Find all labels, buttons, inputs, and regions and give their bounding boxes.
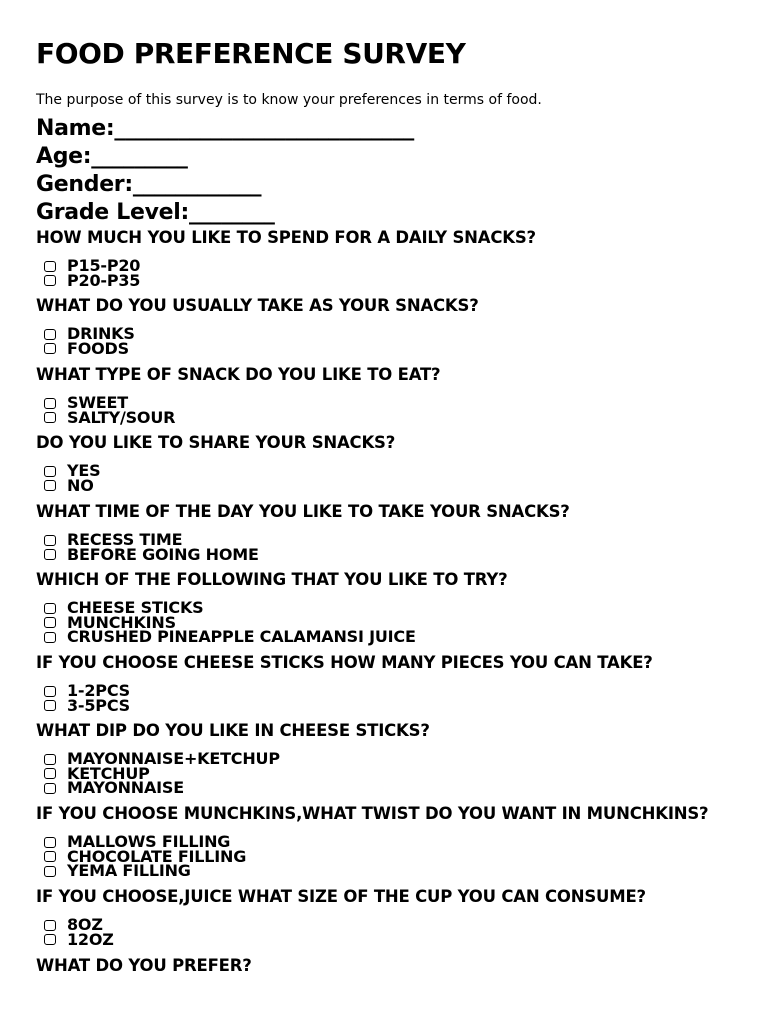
checkbox[interactable] [44,261,56,272]
option-label: BEFORE GOING HOME [67,544,259,564]
option-label: YEMA FILLING [67,861,191,881]
option-item[interactable] [44,627,416,647]
question-text: WHAT DO YOU PREFER? [36,956,252,975]
checkbox[interactable] [44,617,56,628]
checkbox[interactable] [44,783,56,794]
option-label: 8OZ [67,915,103,934]
checkbox[interactable] [44,329,56,340]
option-label: P15-P20 [67,256,141,275]
option-item[interactable] [44,544,259,564]
option-item[interactable] [44,861,246,881]
checkbox[interactable] [44,837,56,848]
option-group [44,915,114,949]
option-label: CHOCOLATE FILLING [67,846,247,866]
option-label: CRUSHED PINEAPPLE CALAMANSI JUICE [67,627,416,647]
option-label: 12OZ [67,929,114,949]
option-label: NO [67,475,94,495]
option-group [44,832,247,881]
option-item[interactable] [44,778,280,798]
checkbox[interactable] [44,934,56,945]
question-text: IF YOU CHOOSE CHEESE STICKS HOW MANY PIECES YOU CAN TAKE? [36,653,653,672]
option-group [44,530,259,564]
question-text: WHAT TIME OF THE DAY YOU LIKE TO TAKE YOUR SNACKS? [36,502,570,521]
checkbox[interactable] [44,754,56,765]
checkbox[interactable] [44,549,56,560]
option-label: FOODS [67,338,129,358]
question-text: WHAT DO YOU USUALLY TAKE AS YOUR SNACKS? [36,296,479,315]
checkbox[interactable] [44,851,56,862]
option-group [44,256,141,290]
option-label: YES [67,461,101,480]
question-text: IF YOU CHOOSE,JUICE WHAT SIZE OF THE CUP YOU CAN CONSUME? [36,887,646,906]
option-group [44,681,130,715]
option-group [44,749,280,798]
checkbox[interactable] [44,480,56,491]
checkbox[interactable] [44,920,56,931]
option-group [44,598,416,647]
respondent-fields [36,115,414,227]
option-group [44,393,176,427]
option-item[interactable] [44,338,135,358]
age-field[interactable]: Age:_________ [36,144,188,169]
option-item[interactable] [44,475,100,495]
question-text: WHICH OF THE FOLLOWING THAT YOU LIKE TO TRY? [36,570,508,589]
page-title: FOOD PREFERENCE SURVEY [36,37,466,70]
checkbox[interactable] [44,275,56,286]
option-label: SALTY/SOUR [67,407,176,427]
checkbox[interactable] [44,343,56,354]
option-label: 3-5PCS [67,695,130,715]
checkbox[interactable] [44,686,56,697]
option-item[interactable] [44,695,130,715]
option-label: CHEESE STICKS [67,598,204,617]
option-item[interactable] [44,270,141,290]
option-label: MAYONNAISE+KETCHUP [67,749,280,768]
checkbox[interactable] [44,700,56,711]
checkbox[interactable] [44,603,56,614]
option-item[interactable] [44,929,114,949]
checkbox[interactable] [44,632,56,643]
question-text: DO YOU LIKE TO SHARE YOUR SNACKS? [36,433,396,452]
checkbox[interactable] [44,768,56,779]
survey-intro: The purpose of this survey is to know your preferences in terms of food. [36,92,542,108]
question-text: HOW MUCH YOU LIKE TO SPEND FOR A DAILY SNACKS? [36,228,536,247]
grade-level-field[interactable]: Grade Level:________ [36,200,275,225]
option-label: RECESS TIME [67,530,183,549]
option-item[interactable] [44,407,176,427]
checkbox[interactable] [44,535,56,546]
question-text: WHAT DIP DO YOU LIKE IN CHEESE STICKS? [36,721,430,740]
question-text: WHAT TYPE OF SNACK DO YOU LIKE TO EAT? [36,365,441,384]
option-label: SWEET [67,393,128,412]
name-field[interactable]: Name:____________________________ [36,116,415,141]
checkbox[interactable] [44,466,56,477]
option-label: MALLOWS FILLING [67,832,231,851]
gender-field[interactable]: Gender:____________ [36,172,262,197]
checkbox[interactable] [44,398,56,409]
question-text: IF YOU CHOOSE MUNCHKINS,WHAT TWIST DO YOU WANT IN MUNCHKINS? [36,804,709,823]
option-label: KETCHUP [67,763,150,783]
option-group [44,461,101,495]
option-group [44,324,135,358]
option-label: DRINKS [67,324,135,343]
checkbox[interactable] [44,866,56,877]
option-label: P20-P35 [67,270,141,290]
option-label: MUNCHKINS [67,612,176,632]
option-label: MAYONNAISE [67,778,184,798]
option-label: 1-2PCS [67,681,130,700]
checkbox[interactable] [44,412,56,423]
